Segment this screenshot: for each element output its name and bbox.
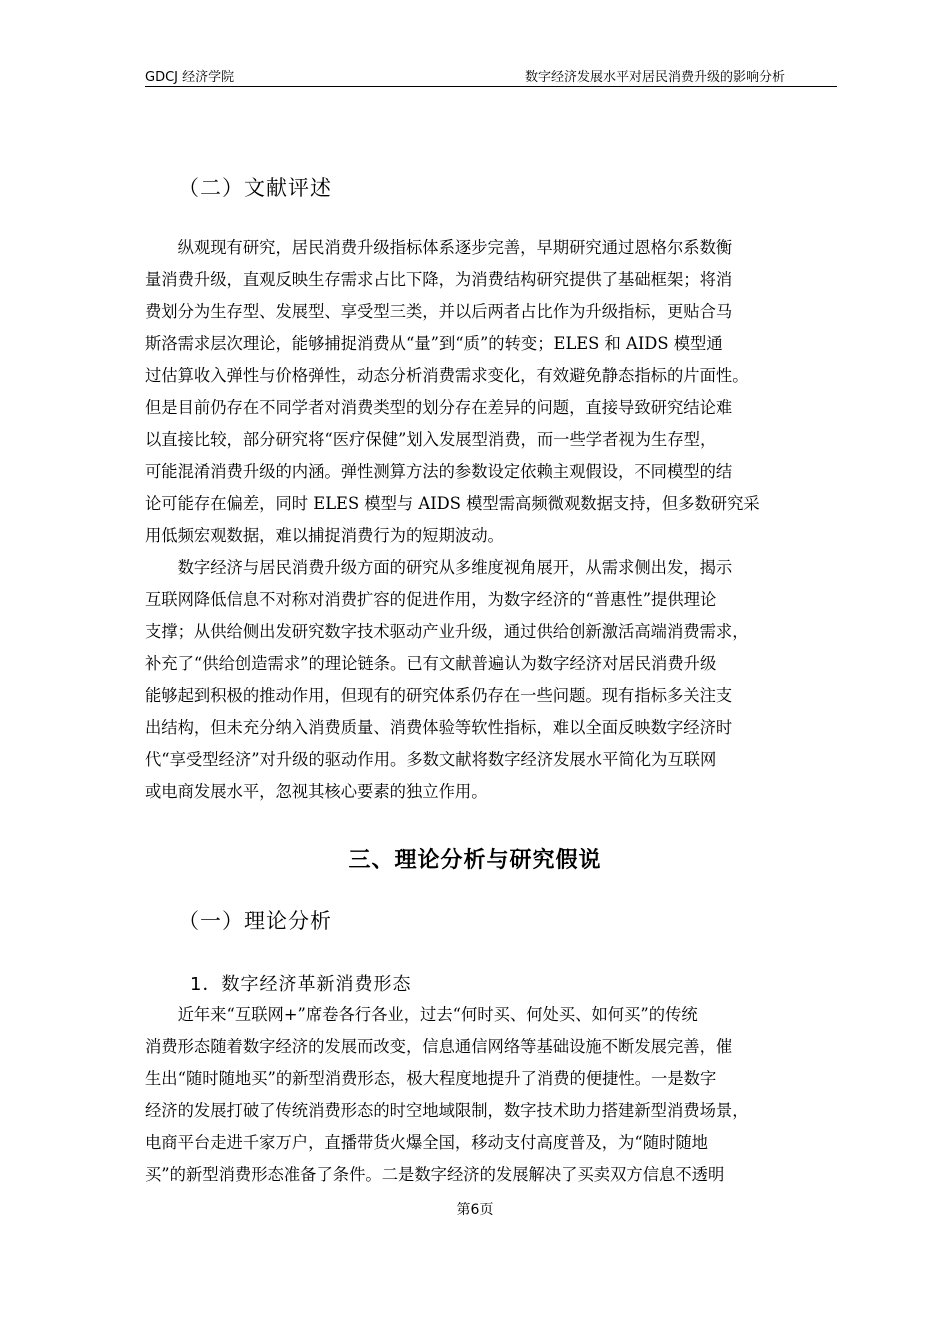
text-line: 量消费升级，直观反映生存需求占比下降，为消费结构研究提供了基础框架；将消 [145,270,733,289]
text-line: 纵观现有研究，居民消费升级指标体系逐步完善，早期研究通过恩格尔系数衡 [145,238,733,257]
text-line: 但是目前仍存在不同学者对消费类型的划分存在差异的问题，直接导致研究结论难 [145,398,733,417]
header-paper-title: 数字经济发展水平对居民消费升级的影响分析 [524,70,785,85]
text-line: 互联网降低信息不对称对消费扩容的促进作用，为数字经济的“普惠性”提供理论 [145,590,717,609]
text-line: 支撑；从供给侧出发研究数字技术驱动产业升级，通过供给创新激活高端消费需求， [145,622,749,641]
section-heading-literature-review: （二）文献评述 [178,176,332,200]
text-line: 近年来“互联网+”席卷各行各业，过去“何时买、何处买、如何买”的传统 [145,1005,698,1024]
text-line: 斯洛需求层次理论，能够捕捉消费从“量”到“质”的转变；ELES 和 AIDS 模型通 [145,334,723,353]
text-line: 以直接比较，部分研究将“医疗保健”划入发展型消费，而一些学者视为生存型， [145,430,717,449]
text-line: 消费形态随着数字经济的发展而改变，信息通信网络等基础设施不断发展完善，催 [145,1037,733,1056]
text-line: 数字经济与居民消费升级方面的研究从多维度视角展开，从需求侧出发，揭示 [145,558,733,577]
subsection-heading-digital-consumption: 1．数字经济革新消费形态 [190,974,412,995]
text-line: 代“享受型经济”对升级的驱动作用。多数文献将数字经济发展水平简化为互联网 [145,750,717,769]
text-line: 用低频宏观数据，难以捕捉消费行为的短期波动。 [145,526,504,545]
text-line: 可能混淆消费升级的内涵。弹性测算方法的参数设定依赖主观假设，不同模型的结 [145,462,733,481]
text-line: 过估算收入弹性与价格弹性，动态分析消费需求变化，有效避免静态指标的片面性。 [145,366,749,385]
text-line: 经济的发展打破了传统消费形态的时空地域限制，数字技术助力搭建新型消费场景， [145,1101,749,1120]
section-heading-theory-analysis: （一）理论分析 [178,909,332,933]
text-line: 生出“随时随地买”的新型消费形态，极大程度地提升了消费的便捷性。一是数字 [145,1069,717,1088]
text-line: 出结构，但未充分纳入消费质量、消费体验等软性指标，难以全面反映数字经济时 [145,718,733,737]
text-line: 费划分为生存型、发展型、享受型三类，并以后两者占比作为升级指标，更贴合马 [145,302,733,321]
text-line: 电商平台走进千家万户，直播带货火爆全国，移动支付高度普及，为“随时随地 [145,1133,708,1152]
header-institution: GDCJ 经济学院 [145,70,235,85]
text-line: 或电商发展水平，忽视其核心要素的独立作用。 [145,782,488,801]
text-line: 论可能存在偏差，同时 ELES 模型与 AIDS 模型需高频微观数据支持，但多数研究采 [145,494,760,513]
chapter-heading-theory: 三、理论分析与研究假说 [348,848,602,873]
text-line: 能够起到积极的推动作用，但现有的研究体系仍存在一些问题。现有指标多关注支 [145,686,733,705]
text-line: 补充了“供给创造需求”的理论链条。已有文献普遍认为数字经济对居民消费升级 [145,654,717,673]
running-header [145,62,837,87]
text-line: 买”的新型消费形态准备了条件。二是数字经济的发展解决了买卖双方信息不透明 [145,1165,725,1184]
page-number: 第6页 [456,1202,494,1218]
